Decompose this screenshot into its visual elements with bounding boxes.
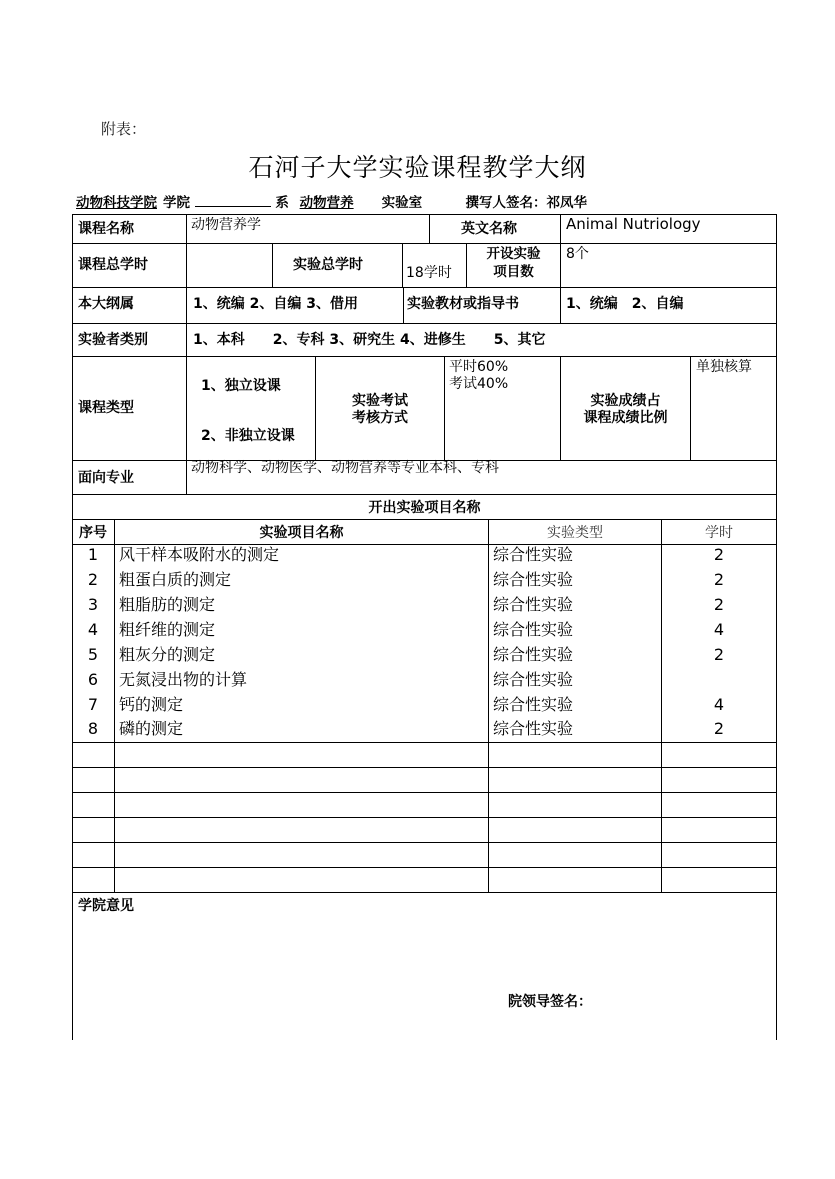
lab-suffix: 实验室 <box>381 195 423 211</box>
row-hours: 2 <box>713 645 725 664</box>
row-index: 6 <box>87 670 99 689</box>
row-hours: 2 <box>713 545 725 564</box>
row-index: 3 <box>87 595 99 614</box>
lab-name: 动物营养 <box>299 195 354 211</box>
row-name: 磷的测定 <box>119 719 184 738</box>
lab-hours-value: 18学时 <box>406 265 452 281</box>
textbook-label: 实验教材或指导书 <box>407 296 519 312</box>
english-name-value: Animal Nutriology <box>566 215 701 233</box>
row-name: 无氮浸出物的计算 <box>119 670 248 689</box>
appendix-label: 附表： <box>101 120 147 138</box>
lab-items-value: 8个 <box>566 246 589 262</box>
row-hours: 4 <box>713 695 725 714</box>
major-value: 动物科学、动物医学、动物营养等专业本科、专科 <box>191 460 499 476</box>
row-type: 综合性实验 <box>493 570 574 589</box>
row-type: 综合性实验 <box>493 719 574 738</box>
row-hours: 2 <box>713 595 725 614</box>
leader-signature-label: 院领导签名： <box>508 994 592 1010</box>
dept-suffix: 系 <box>275 195 289 211</box>
textbook-options: 1、统编 2、自编 <box>566 296 684 312</box>
row-hours: 2 <box>713 719 725 738</box>
belongs-label: 本大纲属 <box>78 296 134 312</box>
exam-method-value-2: 考试40% <box>449 376 509 392</box>
major-label: 面向专业 <box>78 470 134 486</box>
exam-method-value-1: 平时60% <box>449 359 509 375</box>
row-type: 综合性实验 <box>493 595 574 614</box>
row-index: 2 <box>87 570 99 589</box>
grade-ratio-label-2: 课程成绩比例 <box>583 410 668 426</box>
college-opinion-label: 学院意见 <box>78 898 134 914</box>
row-name: 粗灰分的测定 <box>119 645 216 664</box>
course-type-label: 课程类型 <box>78 400 134 416</box>
total-hours-label: 课程总学时 <box>78 257 148 273</box>
row-hours: 2 <box>713 570 725 589</box>
grade-ratio-label-1: 实验成绩占 <box>590 393 661 409</box>
course-name-value: 动物营养学 <box>191 217 261 233</box>
english-name-label: 英文名称 <box>461 221 517 237</box>
row-name: 钙的测定 <box>119 695 184 714</box>
grade-ratio-value: 单独核算 <box>696 359 752 375</box>
row-type: 综合性实验 <box>493 620 574 639</box>
row-hours: 4 <box>713 620 725 639</box>
author-name: 祁凤华 <box>546 195 588 211</box>
belongs-options: 1、统编 2、自编 3、借用 <box>193 296 358 312</box>
row-name: 粗蛋白质的测定 <box>119 570 232 589</box>
col-hours-header: 学时 <box>705 525 733 541</box>
row-type: 综合性实验 <box>493 695 574 714</box>
document-title: 石河子大学实验课程教学大纲 <box>248 153 587 182</box>
row-index: 4 <box>87 620 99 639</box>
row-name: 粗脂肪的测定 <box>119 595 216 614</box>
row-type: 综合性实验 <box>493 645 574 664</box>
lab-hours-label: 实验总学时 <box>293 257 363 273</box>
course-name-label: 课程名称 <box>78 221 134 237</box>
exam-method-label-2: 考核方式 <box>352 410 408 426</box>
exam-method-label-1: 实验考试 <box>352 393 408 409</box>
student-type-label: 实验者类别 <box>78 332 148 348</box>
college-suffix: 学院 <box>163 195 190 211</box>
author-label: 撰写人签名： <box>465 195 547 211</box>
student-type-options: 1、本科 2、专科 3、研究生 4、进修生 5、其它 <box>193 332 546 348</box>
row-index: 7 <box>87 695 99 714</box>
row-type: 综合性实验 <box>493 545 574 564</box>
course-type-option-2: 2、非独立设课 <box>201 428 295 444</box>
lab-items-label-2: 项目数 <box>493 264 534 280</box>
row-index: 1 <box>87 545 99 564</box>
col-index-header: 序号 <box>79 525 107 541</box>
row-index: 5 <box>87 645 99 664</box>
projects-title: 开出实验项目名称 <box>368 500 481 516</box>
course-type-option-1: 1、独立设课 <box>201 378 281 394</box>
lab-items-label-1: 开设实验 <box>486 246 541 262</box>
row-index: 8 <box>87 719 99 738</box>
col-type-header: 实验类型 <box>547 525 603 541</box>
row-type: 综合性实验 <box>493 670 574 689</box>
college-name: 动物科技学院 <box>76 195 157 211</box>
row-name: 粗纤维的测定 <box>119 620 216 639</box>
col-name-header: 实验项目名称 <box>259 525 344 541</box>
row-name: 风干样本吸附水的测定 <box>119 545 280 564</box>
